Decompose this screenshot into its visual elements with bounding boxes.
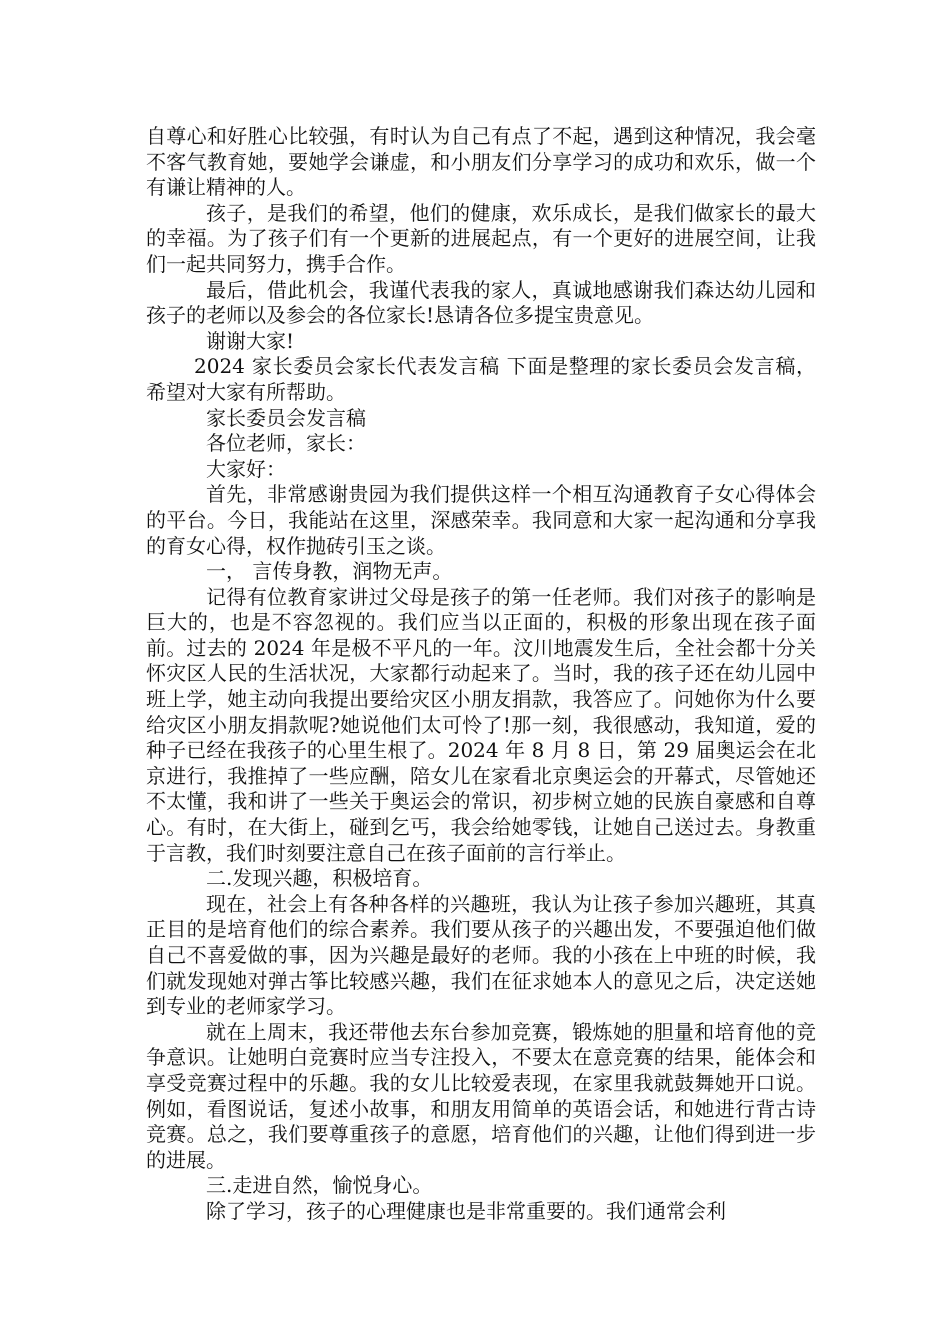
paragraph-14: 就在上周末，我还带他去东台参加竞赛，锻炼她的胆量和培育他的竞争意识。让她明白竞赛时应当专注投入，不要太在意竞赛的结果，能体会和享受竞赛过程中的乐趣。我的女儿比较爱表现，在家里我就鼓舞她开口说。例如，看图说话，复述小故事，和朋友用简单的英语会话，和她进行背古诗竞赛。总之，我们要尊重孩子的意愿，培育他们的兴趣，让他们得到进一步的进展。 — [146, 1019, 816, 1172]
paragraph-6: 家长委员会发言稿 — [206, 405, 366, 430]
paragraph-7: 各位老师，家长： — [206, 431, 366, 456]
paragraph-5: 2024 家长委员会家长代表发言稿 下面是整理的家长委员会发言稿，希望对大家有所帮助。 — [146, 354, 816, 404]
paragraph-9: 首先，非常感谢贵园为我们提供这样一个相互沟通教育子女心得体会的平台。今日，我能站在这里，深感荣幸。我同意和大家一起沟通和分享我的育女心得，权作抛砖引玉之谈。 — [146, 482, 816, 558]
paragraph-16: 除了学习，孩子的心理健康也是非常重要的。我们通常会利 — [206, 1198, 726, 1223]
paragraph-3: 最后，借此机会，我谨代表我的家人，真诚地感谢我们森达幼儿园和孩子的老师以及参会的各位家长!恳请各位多提宝贵意见。 — [146, 277, 816, 328]
paragraph-4: 谢谢大家! — [206, 328, 295, 353]
document-body — [146, 124, 816, 1225]
paragraph-11: 记得有位教育家讲过父母是孩子的第一任老师。我们对孩子的影响是巨大的，也是不容忽视的。我们应当以正面的，积极的形象出现在孩子面前。过去的 2024 年是极不平凡的一年。汶川地震发生后，全社会都十分关怀灾区人民的生活状况，大家都行动起来了。当时，我的孩子还在幼儿园中班上学，她主动向我提出要给灾区小朋友捐款，我答应了。问她你为什么要给灾区小朋友捐款呢?她说他们太可怜了!那一刻，我很感动，我知道，爱的种子已经在我孩子的心里生根了。2024 年 8 月 8 日，第 29 届奥运会在北京进行，我推掉了一些应酬，陪女儿在家看北京奥运会的开幕式，尽管她还不太懂，我和讲了一些关于奥运会的常识，初步树立她的民族自豪感和自尊心。有时，在大街上，碰到乞丐，我会给她零钱，让她自己送过去。身教重于言教，我们时刻要注意自己在孩子面前的言行举止。 — [146, 584, 816, 865]
paragraph-10: 一， 言传身教，润物无声。 — [206, 559, 453, 584]
paragraph-1: 自尊心和好胜心比较强，有时认为自己有点了不起，遇到这种情况，我会毫不客气教育她，要她学会谦虚，和小朋友们分享学习的成功和欢乐，做一个有谦让精神的人。 — [146, 124, 816, 200]
paragraph-2: 孩子，是我们的希望，他们的健康，欢乐成长，是我们做家长的最大的幸福。为了孩子们有一个更新的进展起点，有一个更好的进展空间，让我们一起共同努力，携手合作。 — [146, 200, 816, 276]
paragraph-13: 现在，社会上有各种各样的兴趣班，我认为让孩子参加兴趣班，其真正目的是培育他们的综合素养。我们要从孩子的兴趣出发，不要强迫他们做自己不喜爱做的事，因为兴趣是最好的老师。我的小孩在上中班的时候，我们就发现她对弹古筝比较感兴趣，我们在征求她本人的意见之后，决定送她到专业的老师家学习。 — [146, 891, 816, 1019]
paragraph-8: 大家好： — [206, 456, 286, 481]
paragraph-12: 二.发现兴趣，积极培育。 — [206, 866, 433, 891]
paragraph-15: 三.走进自然，愉悦身心。 — [206, 1173, 433, 1198]
